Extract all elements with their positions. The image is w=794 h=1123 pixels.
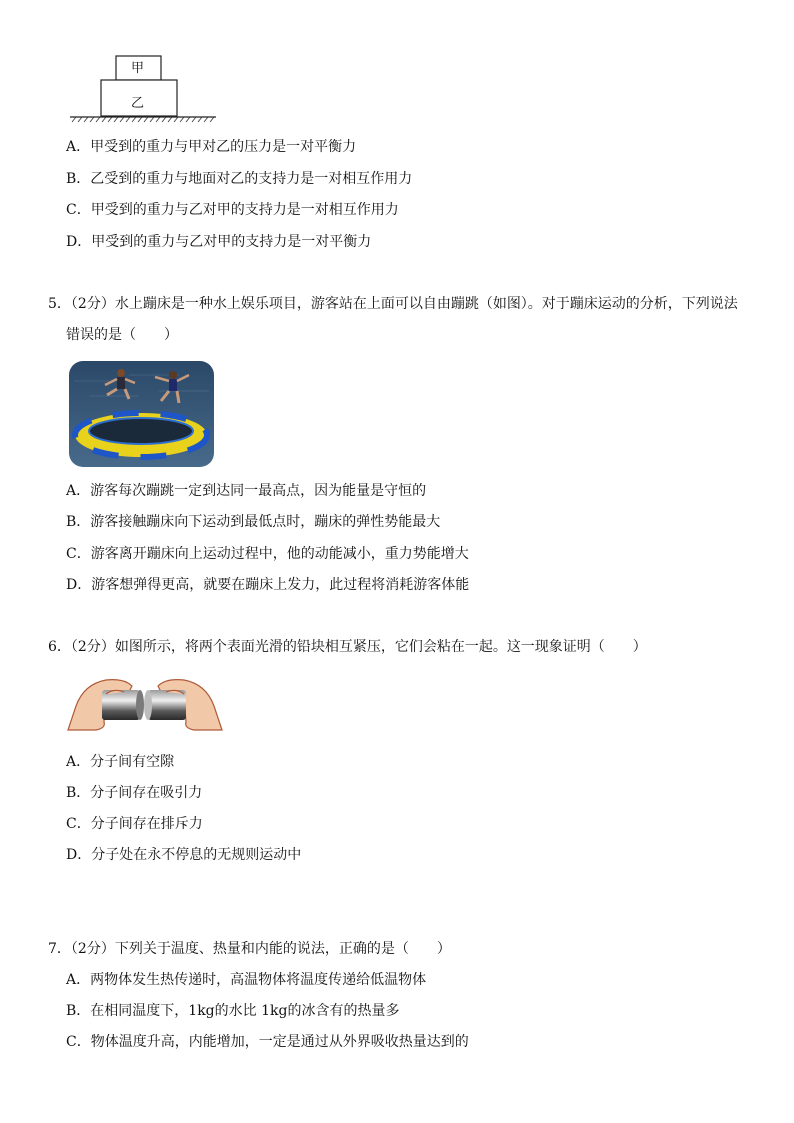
q6-option-d: D．分子处在永不停息的无规则运动中 xyxy=(66,847,302,863)
q6-stem: 6．（2分）如图所示，将两个表面光滑的铅块相互紧压，它们会粘在一起。这一现象证明（ ） xyxy=(48,639,647,655)
q4-option-a: A．甲受到的重力与甲对乙的压力是一对平衡力 xyxy=(66,139,357,155)
q4-option-b: B．乙受到的重力与地面对乙的支持力是一对相互作用力 xyxy=(66,171,413,187)
q5-option-b: B．游客接触蹦床向下运动到最低点时，蹦床的弹性势能最大 xyxy=(66,514,441,530)
lead-block-left xyxy=(102,690,140,720)
q5-option-c: C．游客离开蹦床向上运动过程中，他的动能减小，重力势能增大 xyxy=(66,546,469,562)
q5-stem-line1: 5．（2分）水上蹦床是一种水上娱乐项目，游客站在上面可以自由蹦跳（如图）。对于蹦床运动的分析，下列说法 xyxy=(48,296,738,312)
q7-option-c: C．物体温度升高，内能增加，一定是通过从外界吸收热量达到的 xyxy=(66,1034,469,1050)
trampoline-photo xyxy=(69,361,214,467)
q5-option-a: A．游客每次蹦跳一定到达同一最高点，因为能量是守恒的 xyxy=(66,483,427,499)
block-yi-label: 乙 xyxy=(131,96,145,111)
lead-block-right xyxy=(148,690,186,720)
block-jia-label: 甲 xyxy=(131,61,145,76)
q7-stem: 7．（2分）下列关于温度、热量和内能的说法，正确的是（ ） xyxy=(48,941,451,957)
q4-option-d: D．甲受到的重力与乙对甲的支持力是一对平衡力 xyxy=(66,234,372,250)
q5-stem-line2: 错误的是（ ） xyxy=(66,327,178,343)
lead-blocks-figure xyxy=(66,676,224,732)
q6-option-c: C．分子间存在排斥力 xyxy=(66,816,203,832)
q6-option-a: A．分子间有空隙 xyxy=(66,754,175,770)
q4-option-c: C．甲受到的重力与乙对甲的支持力是一对相互作用力 xyxy=(66,202,399,218)
q5-option-d: D．游客想弹得更高，就要在蹦床上发力，此过程将消耗游客体能 xyxy=(66,577,470,593)
q7-option-b: B．在相同温度下，1kg的水比 1kg的冰含有的热量多 xyxy=(66,1003,400,1019)
ground-hatching xyxy=(72,117,214,122)
q6-option-b: B．分子间存在吸引力 xyxy=(66,785,203,801)
q7-option-a: A．两物体发生热传递时，高温物体将温度传递给低温物体 xyxy=(66,972,427,988)
